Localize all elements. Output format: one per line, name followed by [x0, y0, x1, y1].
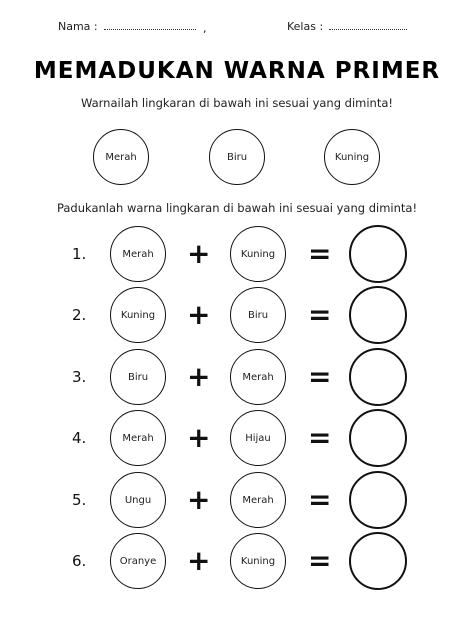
left-color-circle[interactable] — [110, 349, 166, 405]
row-number: 3. — [72, 368, 87, 386]
plus-sign: + — [187, 544, 211, 577]
instruction-color: Warnailah lingkaran di bawah ini sesuai yang diminta! — [80, 96, 394, 110]
equals-sign: = — [308, 544, 332, 577]
instruction-mix: Padukanlah warna lingkaran di bawah ini sesuai yang diminta! — [56, 201, 418, 215]
answer-circle[interactable] — [349, 532, 407, 590]
primary-circle-label: Merah — [105, 151, 137, 163]
left-color-circle[interactable] — [110, 287, 166, 343]
name-blank[interactable] — [104, 21, 196, 30]
primary-circle-red[interactable] — [93, 129, 149, 185]
answer-circle[interactable] — [349, 348, 407, 406]
primary-circle-label: Biru — [226, 151, 248, 163]
right-color-circle[interactable] — [230, 226, 286, 282]
page-title: MEMADUKAN WARNA PRIMER — [33, 58, 441, 84]
name-label: Nama : — [58, 20, 98, 33]
left-color-circle[interactable] — [110, 226, 166, 282]
circle-label: Merah — [122, 248, 154, 260]
circle-label: Ungu — [124, 494, 152, 506]
answer-circle[interactable] — [349, 225, 407, 283]
right-color-circle[interactable] — [230, 287, 286, 343]
row-number: 4. — [72, 429, 87, 447]
primary-circle-blue[interactable] — [209, 129, 265, 185]
left-color-circle[interactable] — [110, 533, 166, 589]
circle-label: Kuning — [240, 555, 276, 567]
class-label: Kelas : — [287, 20, 324, 33]
circle-label: Kuning — [120, 309, 156, 321]
circle-label: Merah — [242, 371, 274, 383]
right-color-circle[interactable] — [230, 349, 286, 405]
plus-sign: + — [187, 483, 211, 516]
answer-circle[interactable] — [349, 409, 407, 467]
equals-sign: = — [308, 421, 332, 454]
row-number: 1. — [72, 245, 87, 263]
name-field — [58, 20, 196, 33]
circle-label: Kuning — [240, 248, 276, 260]
circle-label: Oranye — [119, 555, 157, 567]
row-number: 2. — [72, 306, 87, 324]
primary-circle-label: Kuning — [334, 151, 370, 163]
answer-circle[interactable] — [349, 286, 407, 344]
header-comma: , — [203, 22, 207, 35]
row-number: 5. — [72, 491, 87, 509]
plus-sign: + — [187, 298, 211, 331]
answer-circle[interactable] — [349, 471, 407, 529]
circle-label: Biru — [127, 371, 149, 383]
equals-sign: = — [308, 237, 332, 270]
plus-sign: + — [187, 421, 211, 454]
equals-sign: = — [308, 298, 332, 331]
class-blank[interactable] — [329, 21, 407, 30]
plus-sign: + — [187, 237, 211, 270]
row-number: 6. — [72, 552, 87, 570]
class-field — [287, 20, 407, 33]
circle-label: Biru — [247, 309, 269, 321]
plus-sign: + — [187, 360, 211, 393]
circle-label: Merah — [122, 432, 154, 444]
equals-sign: = — [308, 360, 332, 393]
left-color-circle[interactable] — [110, 410, 166, 466]
circle-label: Merah — [242, 494, 274, 506]
primary-circle-yellow[interactable] — [324, 129, 380, 185]
left-color-circle[interactable] — [110, 472, 166, 528]
right-color-circle[interactable] — [230, 410, 286, 466]
equals-sign: = — [308, 483, 332, 516]
right-color-circle[interactable] — [230, 533, 286, 589]
circle-label: Hijau — [245, 432, 271, 444]
right-color-circle[interactable] — [230, 472, 286, 528]
